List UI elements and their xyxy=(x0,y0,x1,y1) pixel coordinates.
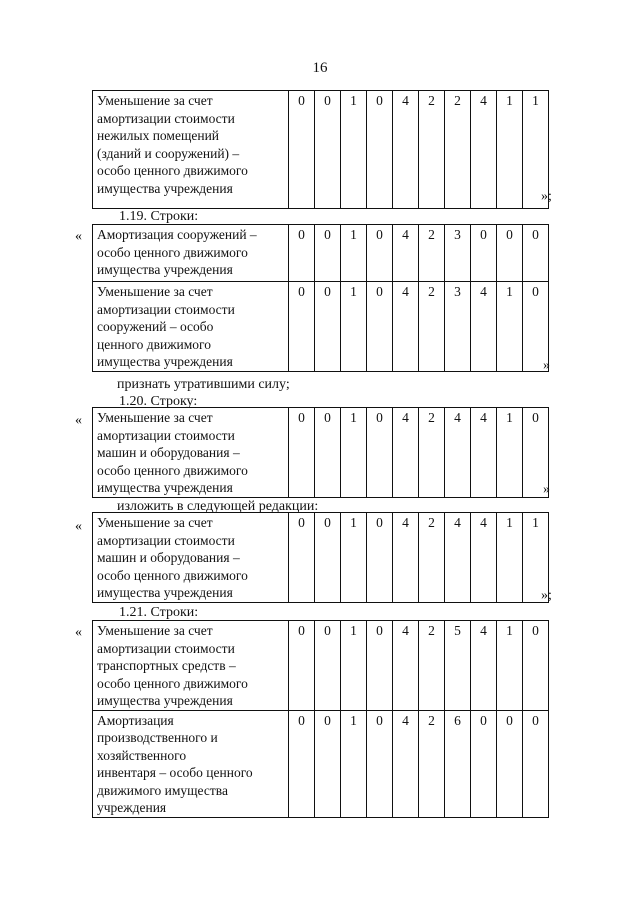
code-digit: 0 xyxy=(289,710,315,817)
code-digit: 1 xyxy=(497,91,523,209)
code-digit: 0 xyxy=(315,513,341,603)
code-digit: 0 xyxy=(367,408,393,498)
row-label xyxy=(93,282,289,372)
table-s5 xyxy=(92,620,549,818)
table-s2 xyxy=(92,224,549,372)
code-digit: 2 xyxy=(419,282,445,372)
row-label-line: Уменьшение за счет xyxy=(97,93,213,108)
code-digit: 1 xyxy=(497,621,523,711)
code-digit: 1 xyxy=(341,621,367,711)
code-digit: 0 xyxy=(367,282,393,372)
code-digit: 4 xyxy=(393,513,419,603)
row-label-line: имущества учреждения xyxy=(97,180,233,196)
code-digit: 0 xyxy=(523,621,549,711)
row-label-line: хозяйственного xyxy=(97,747,187,763)
code-digit: 4 xyxy=(393,621,419,711)
row-label-line: имущества учреждения xyxy=(97,354,233,369)
code-digit: 2 xyxy=(419,621,445,711)
code-digit: 4 xyxy=(471,91,497,209)
row-label-line: машин и оборудования – xyxy=(97,445,240,460)
row-label-line: имущества учреждения xyxy=(97,585,233,600)
row-label-line: особо ценного движимого xyxy=(97,675,248,691)
code-digit: 0 xyxy=(315,91,341,209)
code-digit: 0 xyxy=(289,621,315,711)
text-new-edition: изложить в следующей редакции: xyxy=(117,499,319,514)
code-digit: 0 xyxy=(315,225,341,282)
close-quote-semicolon: »; xyxy=(541,189,552,204)
code-digit: 2 xyxy=(419,408,445,498)
table-row xyxy=(93,225,549,282)
code-digit: 3 xyxy=(445,282,471,372)
page-number: 16 xyxy=(312,60,328,76)
table-row xyxy=(93,513,549,603)
code-digit: 4 xyxy=(393,408,419,498)
open-quote: « xyxy=(75,519,82,534)
row-label-line: Уменьшение за счет xyxy=(97,410,213,425)
code-digit: 0 xyxy=(315,408,341,498)
row-label-line: учреждения xyxy=(97,800,167,815)
row-label-line: особо ценного движимого xyxy=(97,163,248,178)
code-digit: 0 xyxy=(523,282,549,372)
code-digit: 1 xyxy=(523,91,549,209)
table-row xyxy=(93,282,549,372)
code-digit: 0 xyxy=(471,225,497,282)
code-digit: 2 xyxy=(419,710,445,817)
row-label-line: амортизации стоимости xyxy=(97,640,235,656)
code-digit: 4 xyxy=(393,282,419,372)
row-label xyxy=(93,225,289,282)
row-label-line: особо ценного движимого xyxy=(97,244,248,260)
code-digit: 6 xyxy=(445,710,471,817)
code-digit: 0 xyxy=(367,225,393,282)
row-label xyxy=(93,710,289,817)
row-label-line: производственного и xyxy=(97,730,218,745)
code-digit: 4 xyxy=(471,408,497,498)
table-row xyxy=(93,710,549,817)
row-label xyxy=(93,408,289,498)
code-digit: 1 xyxy=(341,282,367,372)
close-quote: » xyxy=(543,482,550,497)
code-digit: 0 xyxy=(523,408,549,498)
code-digit: 3 xyxy=(445,225,471,282)
row-label-line: имущества учреждения xyxy=(97,262,233,277)
code-digit: 4 xyxy=(393,91,419,209)
row-label-line: Амортизация сооружений – xyxy=(97,227,257,242)
code-digit: 2 xyxy=(419,513,445,603)
heading-1-19: 1.19. Строки: xyxy=(119,209,199,224)
open-quote: « xyxy=(75,229,82,244)
row-label-line: особо ценного движимого xyxy=(97,567,248,583)
row-label-line: Уменьшение за счет xyxy=(97,623,213,638)
code-digit: 0 xyxy=(523,225,549,282)
code-digit: 0 xyxy=(289,225,315,282)
code-digit: 1 xyxy=(497,513,523,603)
open-quote: « xyxy=(75,625,82,640)
code-digit: 0 xyxy=(497,710,523,817)
code-digit: 0 xyxy=(315,282,341,372)
row-label-line: движимого имущества xyxy=(97,782,228,798)
table-row xyxy=(93,621,549,711)
row-label-line: амортизации стоимости xyxy=(97,301,235,317)
code-digit: 2 xyxy=(419,91,445,209)
row-label-line: машин и оборудования – xyxy=(97,550,240,565)
code-digit: 1 xyxy=(341,513,367,603)
code-digit: 2 xyxy=(445,91,471,209)
code-digit: 0 xyxy=(289,282,315,372)
code-digit: 4 xyxy=(445,408,471,498)
code-digit: 0 xyxy=(367,513,393,603)
code-digit: 1 xyxy=(341,710,367,817)
row-label-line: инвентаря – особо ценного xyxy=(97,765,253,780)
row-label-line: амортизации стоимости xyxy=(97,532,235,548)
code-digit: 1 xyxy=(341,408,367,498)
row-label-line: амортизации стоимости xyxy=(97,427,235,443)
code-digit: 4 xyxy=(393,710,419,817)
code-digit: 0 xyxy=(497,225,523,282)
code-digit: 1 xyxy=(341,225,367,282)
row-label-line: (зданий и сооружений) – xyxy=(97,145,240,161)
open-quote: « xyxy=(75,413,82,428)
code-digit: 0 xyxy=(315,621,341,711)
row-label-line: имущества учреждения xyxy=(97,480,233,495)
code-digit: 0 xyxy=(367,91,393,209)
code-digit: 0 xyxy=(289,513,315,603)
code-digit: 1 xyxy=(341,91,367,209)
code-digit: 1 xyxy=(497,282,523,372)
code-digit: 1 xyxy=(497,408,523,498)
row-label-line: нежилых помещений xyxy=(97,128,220,143)
code-digit: 1 xyxy=(523,513,549,603)
table-s3 xyxy=(92,407,549,498)
row-label-line: Уменьшение за счет xyxy=(97,284,213,299)
close-quote-semicolon: »; xyxy=(541,588,552,603)
row-label-line: ценного движимого xyxy=(97,336,212,352)
code-digit: 0 xyxy=(367,710,393,817)
code-digit: 4 xyxy=(393,225,419,282)
code-digit: 5 xyxy=(445,621,471,711)
row-label-line: Амортизация xyxy=(97,712,174,728)
table-s1 xyxy=(92,90,549,209)
text-declared-invalid: признать утратившими силу; xyxy=(117,377,290,392)
row-label-line: Уменьшение за счет xyxy=(97,515,213,530)
row-label-line: особо ценного движимого xyxy=(97,462,248,478)
table-s4 xyxy=(92,512,549,603)
row-label xyxy=(93,91,289,209)
row-label-line: транспортных средств – xyxy=(97,658,236,673)
row-label xyxy=(93,513,289,603)
code-digit: 2 xyxy=(419,225,445,282)
code-digit: 0 xyxy=(289,408,315,498)
row-label-line: имущества учреждения xyxy=(97,693,233,708)
code-digit: 0 xyxy=(523,710,549,817)
heading-1-21: 1.21. Строки: xyxy=(119,605,199,620)
row-label-line: амортизации стоимости xyxy=(97,110,235,126)
code-digit: 0 xyxy=(471,710,497,817)
close-quote: » xyxy=(543,358,550,373)
code-digit: 0 xyxy=(367,621,393,711)
code-digit: 4 xyxy=(471,621,497,711)
code-digit: 0 xyxy=(289,91,315,209)
code-digit: 0 xyxy=(315,710,341,817)
table-row xyxy=(93,408,549,498)
code-digit: 4 xyxy=(471,513,497,603)
table-row xyxy=(93,91,549,209)
heading-1-20: 1.20. Строку: xyxy=(119,394,198,409)
row-label xyxy=(93,621,289,711)
row-label-line: сооружений – особо xyxy=(97,319,214,334)
code-digit: 4 xyxy=(445,513,471,603)
code-digit: 4 xyxy=(471,282,497,372)
